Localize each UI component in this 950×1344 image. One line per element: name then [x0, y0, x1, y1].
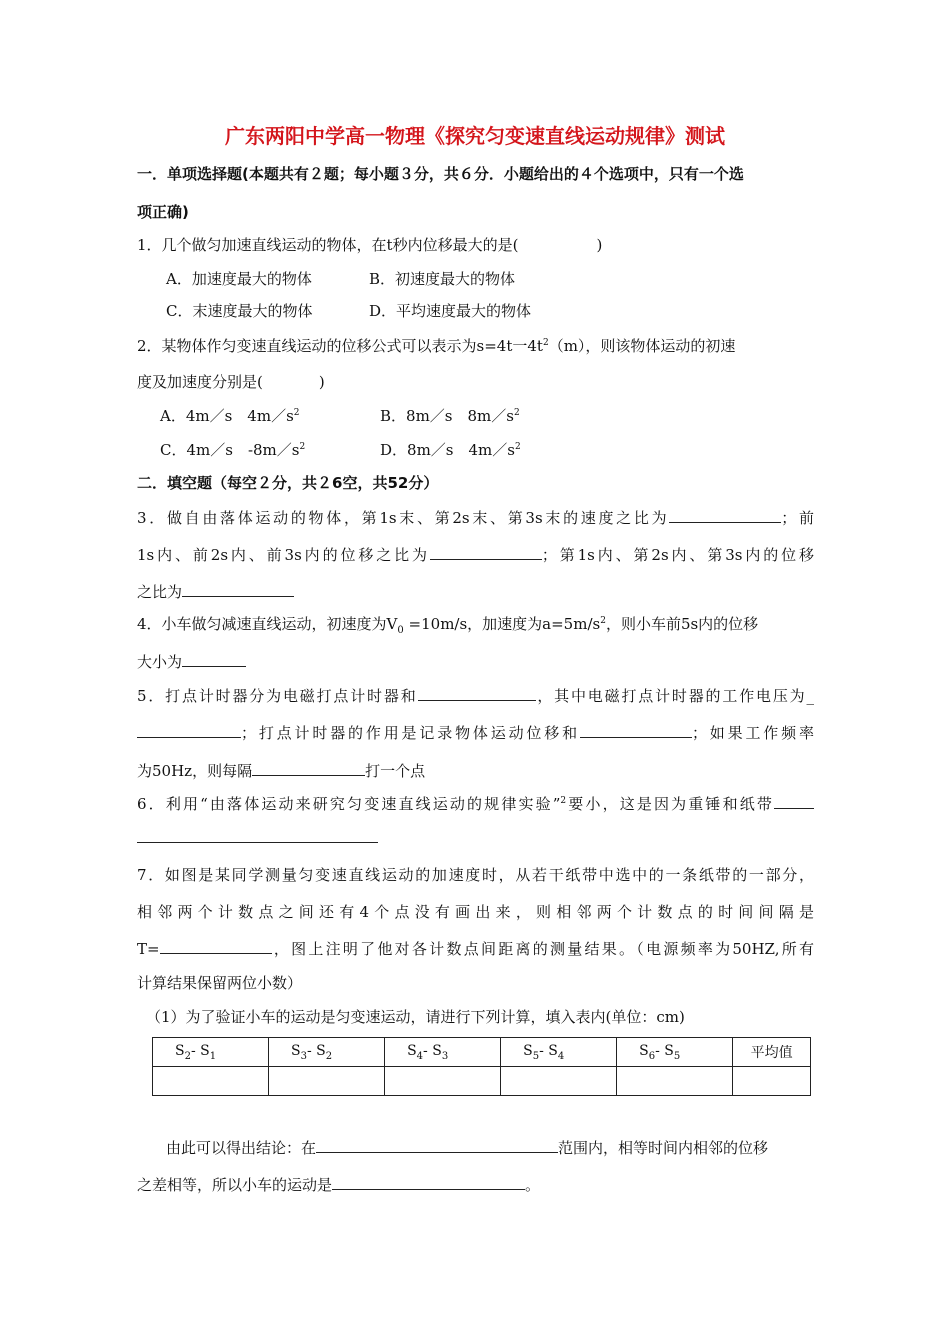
q5-blank-2[interactable]	[137, 721, 241, 738]
q7-line2: 相邻两个计数点之间还有4个点没有画出来，则相邻两个计数点的时间间隔是	[137, 903, 814, 921]
q7-conclusion-line1: 由此可以得出结论：在 范围内，相等时间内相邻的位移	[166, 1136, 768, 1158]
header-s5-s4: $S_5-$ $S_4$	[501, 1038, 617, 1067]
table-cell[interactable]	[269, 1067, 385, 1096]
page-title: 广东两阳中学高一物理《探究匀变速直线运动规律》测试	[225, 124, 725, 148]
q1-option-c: C．末速度最大的物体	[166, 302, 313, 320]
section2-heading: 二．填空题（每空２分，共２6空，共52分）	[137, 474, 439, 492]
header-average: 平均值	[733, 1038, 811, 1067]
q1-option-a: A．加速度最大的物体	[166, 270, 312, 288]
q3-line3: 之比为	[137, 580, 294, 602]
q2-stem-cont: 度及加速度分别是( )	[137, 373, 325, 391]
q7-line4: 计算结果保留两位小数）	[137, 974, 303, 992]
q1-option-b: B．初速度最大的物体	[369, 270, 516, 288]
table-cell[interactable]	[153, 1067, 269, 1096]
q3-line1: 3．做自由落体运动的物体，第1s末、第2s末、第3s末的速度之比为 ；前	[137, 506, 814, 528]
q1-answer-blank[interactable]	[518, 234, 596, 250]
q1-option-d: D．平均速度最大的物体	[369, 302, 532, 320]
q7-line1: 7．如图是某同学测量匀变速直线运动的加速度时，从若干纸带中选中的一条纸带的一部分，	[137, 866, 814, 884]
header-s6-s5: $S_6-$ $S_5$	[617, 1038, 733, 1067]
q5-line1: 5．打点计时器分为电磁打点计时器和 ，其中电磁打点计时器的工作电压为_	[137, 684, 814, 706]
header-s2-s1: $S_2-$ $S_1$	[153, 1038, 269, 1067]
q3-line2: 1s内、前2s内、前3s内的位移之比为 ；第1s内、第2s内、第3s内的位移	[137, 543, 814, 565]
q5-line2: ；打点计时器的作用是记录物体运动位移和 ；如果工作频率	[137, 721, 814, 743]
q4-line2: 大小为	[137, 650, 246, 672]
table-header-row	[153, 1038, 811, 1067]
q3-blank-1[interactable]	[669, 506, 781, 523]
header-s3-s2: $S_3-$ $S_2$	[269, 1038, 385, 1067]
q1-stem: 1．几个做匀加速直线运动的物体，在t秒内位移最大的是( )	[137, 236, 603, 254]
q6-line1: 6．利用“由落体运动来研究匀变速直线运动的规律实验”$^2$要小，这是因为重锤和纸带	[137, 792, 814, 814]
q5-line3: 为50Hz，则每隔 打一个点	[137, 759, 425, 781]
q7-sub1: （1）为了验证小车的运动是匀变速运动，请进行下列计算，填入表内(单位：cm)	[146, 1008, 685, 1026]
q7-period-blank[interactable]	[160, 937, 272, 954]
q6-blank-2[interactable]	[137, 826, 378, 843]
q4-blank[interactable]	[182, 650, 246, 667]
table-answer-row	[153, 1067, 811, 1096]
header-s4-s3: $S_4-$ $S_3$	[385, 1038, 501, 1067]
q5-blank-1[interactable]	[418, 684, 536, 701]
q7-motion-blank[interactable]	[332, 1173, 525, 1190]
table-cell[interactable]	[385, 1067, 501, 1096]
q2-stem: 2．某物体作匀变速直线运动的位移公式可以表示为s=4t一$4t^2(m)$，则该物体运动的初速	[137, 337, 736, 355]
table-cell[interactable]	[733, 1067, 811, 1096]
q7-line3: T= ，图上注明了他对各计数点间距离的测量结果。（电源频率为50HZ,所有	[137, 937, 814, 959]
q7-data-table	[152, 1037, 811, 1096]
q7-conclusion-line2: 之差相等，所以小车的运动是 。	[137, 1173, 540, 1195]
q5-blank-4[interactable]	[252, 759, 365, 776]
q2-option-c: C．4m／s $-8m/s^2$	[160, 441, 306, 459]
q2-answer-blank[interactable]	[263, 371, 319, 387]
q2-option-b: B．8m／s $8m/s^2$	[380, 407, 520, 425]
q5-blank-3[interactable]	[580, 721, 692, 738]
q4-line1: 4．小车做匀减速直线运动，初速度为$V_0 =10m/s$，加速度为$a=5m/s^2$，则小车前5s内的位移	[137, 615, 759, 636]
table-cell[interactable]	[501, 1067, 617, 1096]
section1-heading-cont: 项正确)	[137, 203, 189, 221]
q6-line2	[137, 826, 378, 847]
q2-option-d: D．8m／s $4m/s^2$	[380, 441, 521, 459]
q7-range-blank[interactable]	[316, 1136, 558, 1153]
section1-heading: 一．单项选择题(本题共有２题；每小题３分，共６分．小题给出的４个选项中，只有一个选	[137, 165, 744, 183]
q6-blank-1[interactable]	[774, 792, 814, 809]
q2-option-a: A．4m／s $4m/s^2$	[160, 407, 300, 425]
q3-blank-3[interactable]	[182, 580, 294, 597]
table-cell[interactable]	[617, 1067, 733, 1096]
q3-blank-2[interactable]	[430, 543, 542, 560]
